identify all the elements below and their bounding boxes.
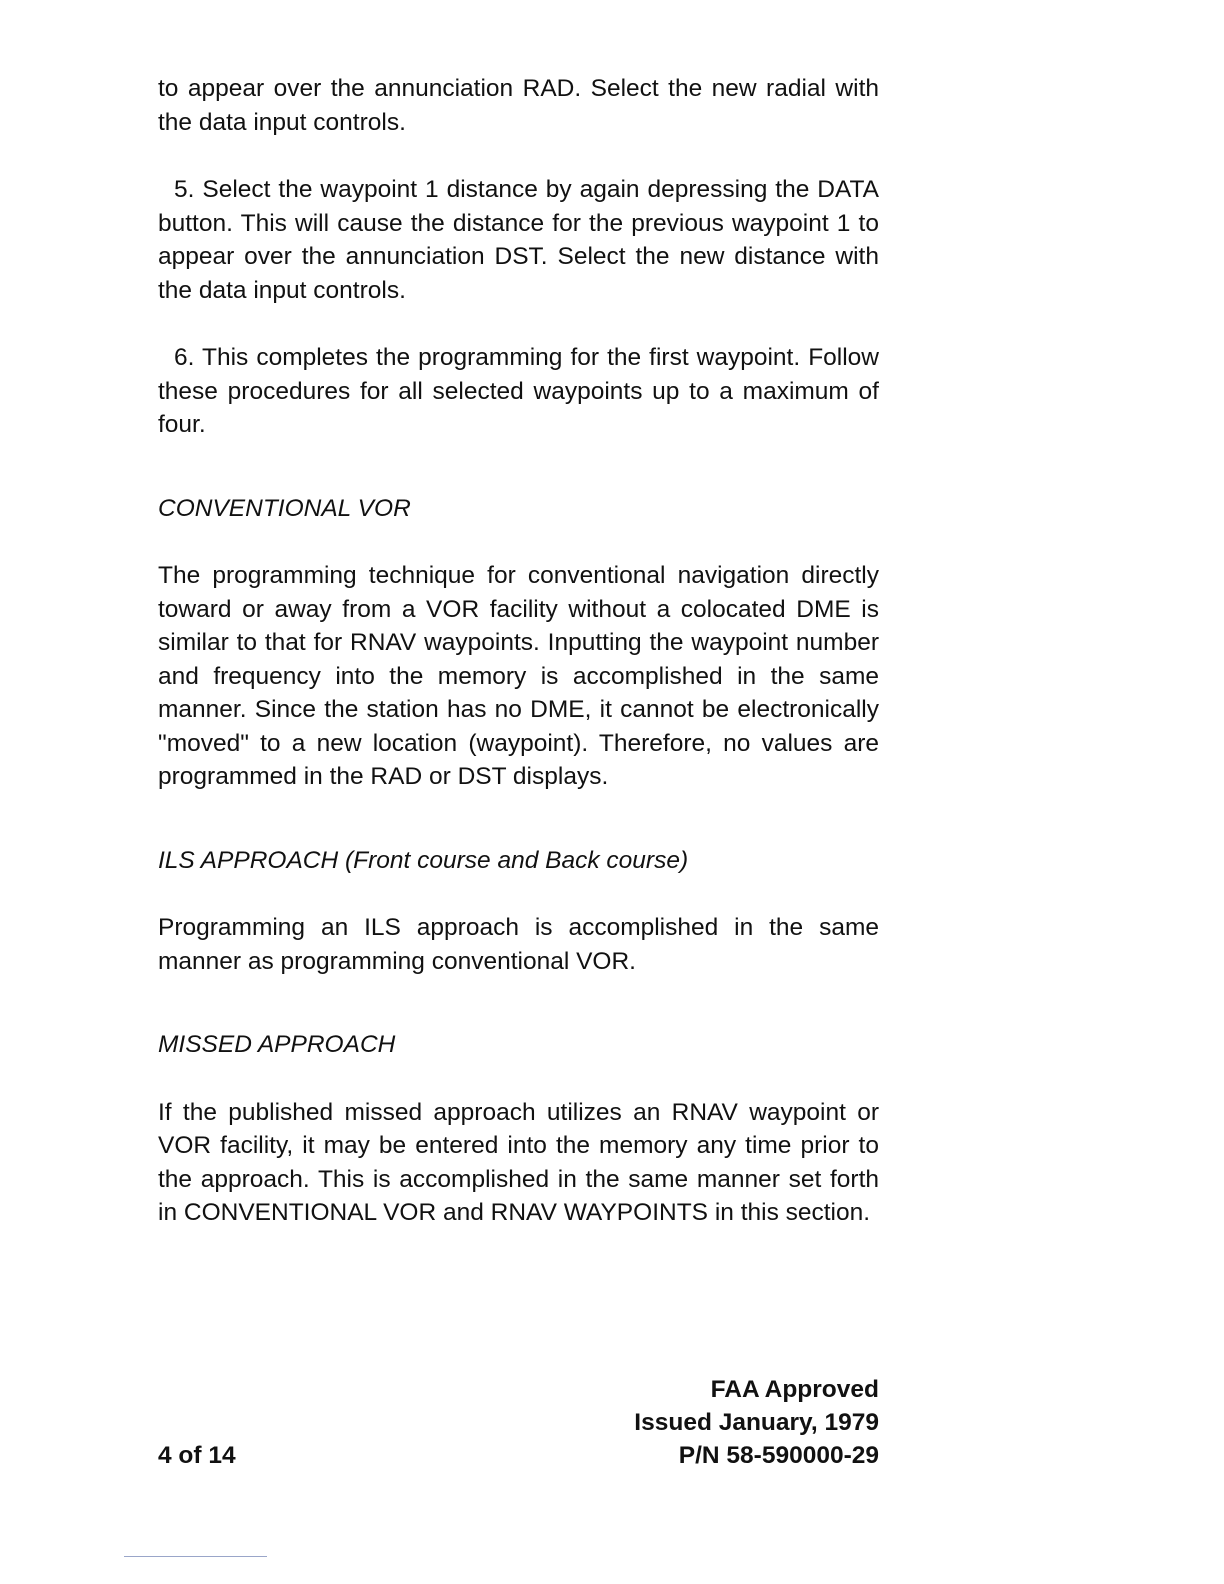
section-text-missed-approach: If the published missed approach utilizes an RNAV waypoint or VOR facility, it may be entered into the memory any time prior to the approach. This is accomplished in the same manner set forth in CONVENTIONAL VOR and RNAV WAYPOINTS in this section. [158,1098,879,1226]
spacer [158,1062,879,1096]
spacer [158,794,879,844]
step-5-paragraph: 5. Select the waypoint 1 distance by again depressing the DATA button. This will cause the distance for the previous waypoint 1 to appear over the annunciation DST. Select the new distance with the data input controls. [158,176,879,304]
spacer [158,307,879,341]
spacer [158,978,879,1028]
faa-approved-label: FAA Approved [710,1376,879,1403]
page-number: 4 of 14 [158,1442,236,1469]
section-heading-ils-approach: ILS APPROACH (Front course and Back course) [158,846,689,874]
intro-paragraph: to appear over the annunciation RAD. Select the new radial with the data input controls. [158,75,879,136]
issue-date-label: Issued January, 1979 [634,1409,879,1436]
spacer [158,442,879,492]
section-text-conventional-vor: The programming technique for conventional navigation directly toward or away from a VOR facility without a colocated DME is similar to that for RNAV waypoints. Inputting the waypoint number and frequency into the memory is accomplished in the same manner. Since the station has no DME, it cannot be electronically "moved" to a new location (waypoint). Therefore, no values are programmed in the RAD or DST displays. [158,562,879,790]
part-number-label: P/N 58-590000-29 [678,1442,879,1469]
section-heading-conventional-vor: CONVENTIONAL VOR [158,494,411,522]
section-heading-missed-approach: MISSED APPROACH [158,1031,396,1058]
spacer [158,877,879,911]
spacer [158,139,879,173]
page-body [158,72,879,1230]
section-text-ils-approach: Programming an ILS approach is accomplished in the same manner as programming conventional VOR. [158,914,879,975]
footer-divider [124,1556,267,1557]
footer-approval-block [634,1373,879,1472]
spacer [158,525,879,559]
step-6-paragraph: 6. This completes the programming for the first waypoint. Follow these procedures for all selected waypoints up to a maximum of four. [158,344,879,438]
